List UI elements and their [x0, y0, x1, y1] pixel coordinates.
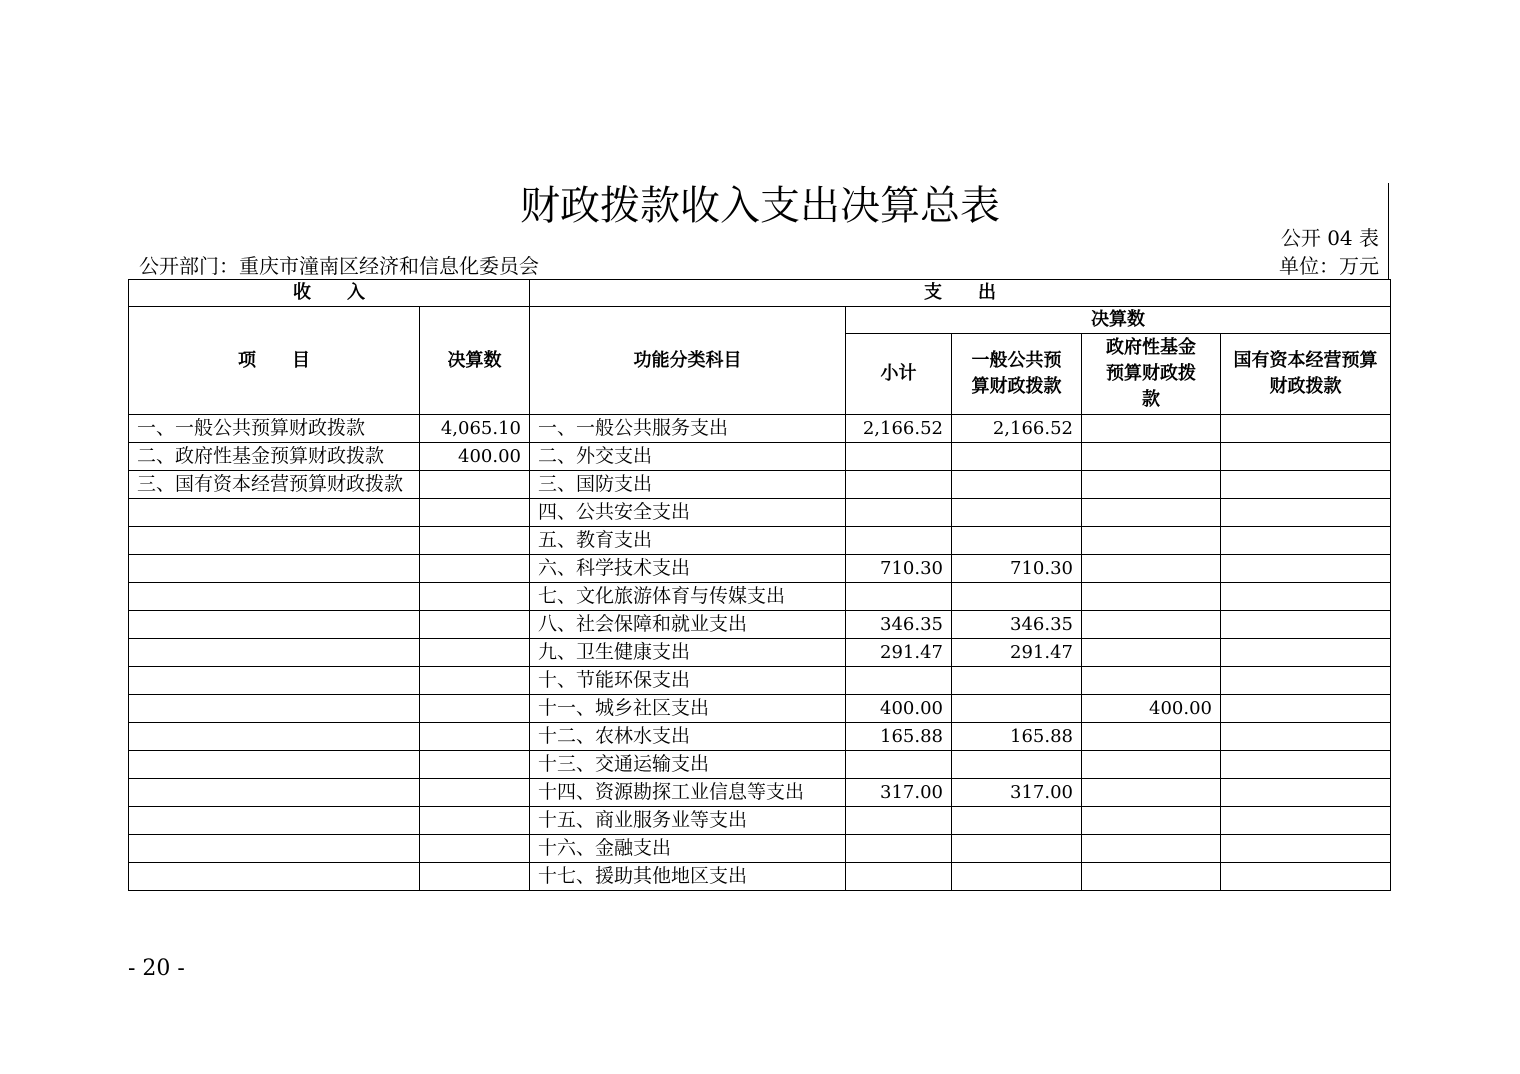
category-cell: 十四、资源勘探工业信息等支出	[530, 779, 846, 807]
table-row	[129, 779, 1391, 807]
gov-fund-cell	[1082, 835, 1221, 863]
expense-group-header: 支 出	[530, 280, 1391, 307]
general-budget-cell	[952, 471, 1082, 499]
state-capital-cell	[1221, 751, 1391, 779]
state-capital-cell	[1221, 471, 1391, 499]
general-budget-header: 一般公共预算财政拨款	[952, 334, 1082, 415]
category-cell: 五、教育支出	[530, 527, 846, 555]
table-row	[129, 695, 1391, 723]
form-number-value: 04	[1327, 226, 1353, 250]
table-row	[129, 835, 1391, 863]
income-item-cell	[129, 835, 420, 863]
income-amount-cell	[420, 751, 530, 779]
unit-label: 单位：万元	[1279, 254, 1379, 278]
category-cell: 八、社会保障和就业支出	[530, 611, 846, 639]
category-cell: 六、科学技术支出	[530, 555, 846, 583]
general-budget-cell	[952, 863, 1082, 891]
general-budget-cell	[952, 499, 1082, 527]
subtotal-cell	[846, 667, 952, 695]
category-cell: 十二、农林水支出	[530, 723, 846, 751]
general-budget-cell: 165.88	[952, 723, 1082, 751]
income-amount-cell: 4,065.10	[420, 415, 530, 443]
category-cell: 三、国防支出	[530, 471, 846, 499]
state-capital-cell	[1221, 667, 1391, 695]
general-budget-cell: 346.35	[952, 611, 1082, 639]
function-category-header: 功能分类科目	[530, 307, 846, 415]
income-amount-cell	[420, 667, 530, 695]
income-amount-cell	[420, 611, 530, 639]
general-budget-cell: 710.30	[952, 555, 1082, 583]
subtotal-cell	[846, 807, 952, 835]
subtotal-cell	[846, 863, 952, 891]
state-capital-cell	[1221, 415, 1391, 443]
table-row	[129, 527, 1391, 555]
gov-fund-cell	[1082, 471, 1221, 499]
income-amount-cell	[420, 499, 530, 527]
income-amount-header: 决算数	[420, 307, 530, 415]
subtotal-cell: 165.88	[846, 723, 952, 751]
income-amount-cell	[420, 863, 530, 891]
income-amount-cell: 400.00	[420, 443, 530, 471]
general-budget-cell	[952, 835, 1082, 863]
general-budget-cell	[952, 807, 1082, 835]
state-capital-cell	[1221, 611, 1391, 639]
gov-fund-cell	[1082, 779, 1221, 807]
gov-fund-cell	[1082, 723, 1221, 751]
table-row	[129, 639, 1391, 667]
subtotal-cell	[846, 471, 952, 499]
subtotal-cell	[846, 835, 952, 863]
gov-fund-cell	[1082, 555, 1221, 583]
general-budget-cell	[952, 667, 1082, 695]
gov-fund-cell	[1082, 443, 1221, 471]
category-cell: 四、公共安全支出	[530, 499, 846, 527]
settlement-table	[128, 279, 1391, 891]
income-amount-cell	[420, 471, 530, 499]
department-label: 公开部门：重庆市潼南区经济和信息化委员会	[139, 254, 539, 278]
state-capital-cell	[1221, 499, 1391, 527]
subtotal-cell	[846, 443, 952, 471]
gov-fund-cell	[1082, 499, 1221, 527]
state-capital-cell	[1221, 443, 1391, 471]
income-item-cell	[129, 583, 420, 611]
table-row	[129, 807, 1391, 835]
state-capital-cell	[1221, 639, 1391, 667]
category-cell: 十三、交通运输支出	[530, 751, 846, 779]
state-capital-cell	[1221, 723, 1391, 751]
income-item-cell	[129, 611, 420, 639]
income-amount-cell	[420, 555, 530, 583]
category-cell: 一、一般公共服务支出	[530, 415, 846, 443]
category-cell: 十七、援助其他地区支出	[530, 863, 846, 891]
state-capital-header: 国有资本经营预算财政拨款	[1221, 334, 1391, 415]
subtotal-cell: 2,166.52	[846, 415, 952, 443]
subtotal-cell: 400.00	[846, 695, 952, 723]
income-item-cell	[129, 779, 420, 807]
general-budget-cell: 291.47	[952, 639, 1082, 667]
income-item-cell	[129, 863, 420, 891]
income-amount-cell	[420, 779, 530, 807]
table-row	[129, 443, 1391, 471]
income-amount-cell	[420, 835, 530, 863]
income-amount-cell	[420, 527, 530, 555]
gov-fund-cell	[1082, 863, 1221, 891]
general-budget-cell	[952, 443, 1082, 471]
category-cell: 十六、金融支出	[530, 835, 846, 863]
state-capital-cell	[1221, 695, 1391, 723]
category-cell: 七、文化旅游体育与传媒支出	[530, 583, 846, 611]
subtotal-cell: 346.35	[846, 611, 952, 639]
table-row	[129, 611, 1391, 639]
category-cell: 十五、商业服务业等支出	[530, 807, 846, 835]
table-row	[129, 723, 1391, 751]
gov-fund-cell	[1082, 667, 1221, 695]
income-item-cell: 二、政府性基金预算财政拨款	[129, 443, 420, 471]
income-item-cell	[129, 499, 420, 527]
form-number	[1281, 226, 1379, 250]
gov-fund-cell	[1082, 583, 1221, 611]
table-row	[129, 667, 1391, 695]
income-item-cell	[129, 527, 420, 555]
state-capital-cell	[1221, 527, 1391, 555]
table-row	[129, 583, 1391, 611]
form-number-prefix: 公开	[1280, 226, 1321, 250]
income-item-cell: 三、国有资本经营预算财政拨款	[129, 471, 420, 499]
subtotal-cell: 710.30	[846, 555, 952, 583]
gov-fund-header: 政府性基金预算财政拨款	[1082, 334, 1221, 415]
subtotal-cell	[846, 527, 952, 555]
income-amount-cell	[420, 723, 530, 751]
income-item-cell	[129, 723, 420, 751]
general-budget-cell: 317.00	[952, 779, 1082, 807]
gov-fund-cell	[1082, 527, 1221, 555]
state-capital-cell	[1221, 583, 1391, 611]
income-item-cell	[129, 695, 420, 723]
income-item-cell	[129, 751, 420, 779]
general-budget-cell	[952, 695, 1082, 723]
general-budget-cell	[952, 527, 1082, 555]
state-capital-cell	[1221, 835, 1391, 863]
income-amount-cell	[420, 583, 530, 611]
income-amount-cell	[420, 807, 530, 835]
gov-fund-cell	[1082, 807, 1221, 835]
subtotal-cell	[846, 499, 952, 527]
settlement-group-header: 决算数	[846, 307, 1391, 334]
subtotal-cell	[846, 751, 952, 779]
income-item-cell	[129, 639, 420, 667]
table-body	[129, 415, 1391, 891]
income-amount-cell	[420, 695, 530, 723]
page-number: - 20 -	[128, 956, 185, 981]
table-row	[129, 555, 1391, 583]
state-capital-cell	[1221, 863, 1391, 891]
category-cell: 十一、城乡社区支出	[530, 695, 846, 723]
table-row	[129, 863, 1391, 891]
gov-fund-cell	[1082, 751, 1221, 779]
item-header: 项 目	[129, 307, 420, 415]
page-title: 财政拨款收入支出决算总表	[520, 183, 1000, 229]
gov-fund-cell	[1082, 415, 1221, 443]
table-row	[129, 499, 1391, 527]
income-item-cell	[129, 667, 420, 695]
general-budget-cell: 2,166.52	[952, 415, 1082, 443]
income-item-cell	[129, 555, 420, 583]
income-item-cell	[129, 807, 420, 835]
table-row	[129, 471, 1391, 499]
table-row	[129, 415, 1391, 443]
category-cell: 九、卫生健康支出	[530, 639, 846, 667]
subtotal-cell	[846, 583, 952, 611]
category-cell: 二、外交支出	[530, 443, 846, 471]
gov-fund-cell: 400.00	[1082, 695, 1221, 723]
income-item-cell: 一、一般公共预算财政拨款	[129, 415, 420, 443]
form-number-suffix: 表	[1359, 226, 1379, 250]
gov-fund-cell	[1082, 639, 1221, 667]
general-budget-cell	[952, 751, 1082, 779]
state-capital-cell	[1221, 807, 1391, 835]
state-capital-cell	[1221, 779, 1391, 807]
state-capital-cell	[1221, 555, 1391, 583]
gov-fund-cell	[1082, 611, 1221, 639]
table-row	[129, 751, 1391, 779]
income-group-header: 收 入	[129, 280, 530, 307]
category-cell: 十、节能环保支出	[530, 667, 846, 695]
subtotal-cell: 291.47	[846, 639, 952, 667]
subtotal-cell: 317.00	[846, 779, 952, 807]
general-budget-cell	[952, 583, 1082, 611]
subtotal-header: 小计	[846, 334, 952, 415]
income-amount-cell	[420, 639, 530, 667]
